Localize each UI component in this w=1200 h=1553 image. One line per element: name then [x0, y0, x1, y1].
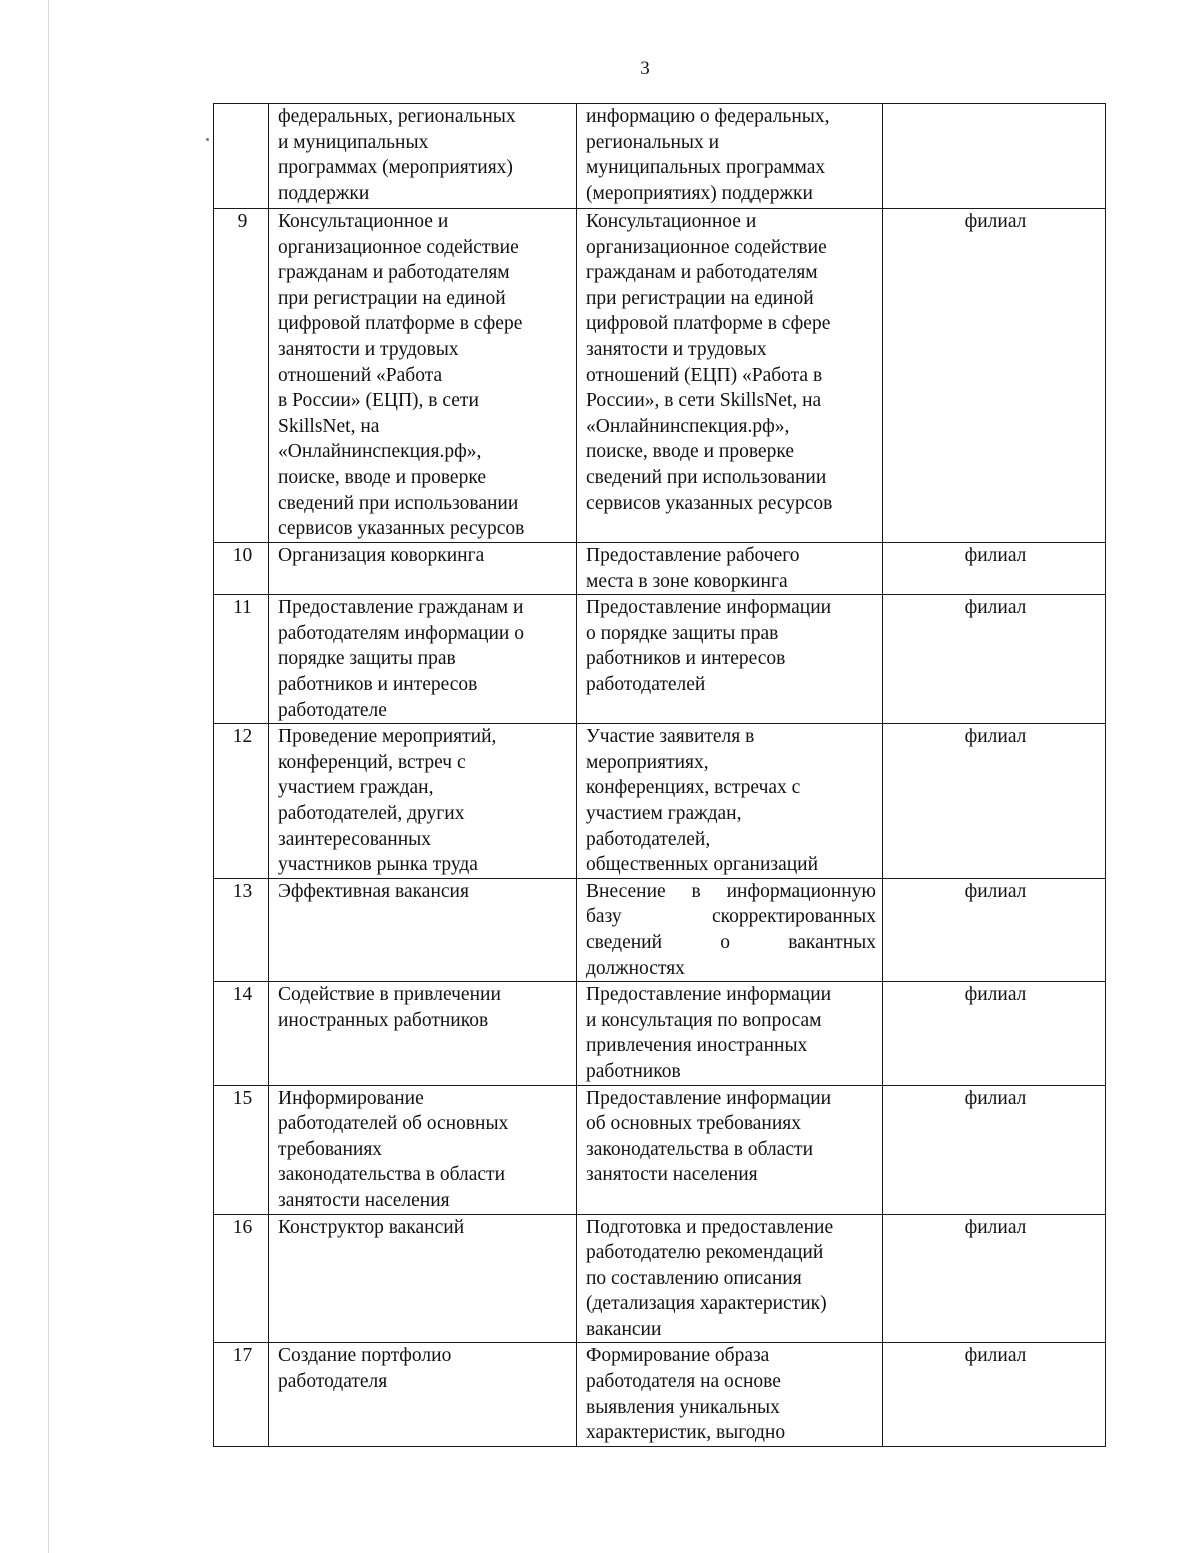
table-row [214, 595, 1106, 724]
row-number: 12 [214, 724, 269, 879]
service-result: Предоставление информации и консультация по вопросам привлечения иностранных работников [577, 982, 883, 1085]
service-name: Предоставление гражданам и работодателям информации о порядке защиты прав работников и интересов работодателе [269, 595, 577, 724]
service-place: филиал [883, 543, 1106, 595]
service-name: Создание портфолио работодателя [269, 1343, 577, 1446]
service-place [883, 104, 1106, 209]
row-number: 17 [214, 1343, 269, 1446]
row-number: 15 [214, 1085, 269, 1214]
service-place: филиал [883, 982, 1106, 1085]
service-name: Конструктор вакансий [269, 1214, 577, 1343]
service-result: Консультационное и организационное содействие гражданам и работодателям при регистрации на единой цифровой платформе в сфере занятости и трудовых отношений (ЕЦП) «Работа в России», в сети SkillsNet, на «Онлайнинспекция.рф», поиске, вводе и проверке сведений при использовании сервисов указанных ресурсов [577, 209, 883, 543]
service-place: филиал [883, 595, 1106, 724]
service-place: филиал [883, 1343, 1106, 1446]
service-result: Формирование образа работодателя на основе выявления уникальных характеристик, выгодно [577, 1343, 883, 1446]
service-result: информацию о федеральных, региональных и муниципальных программах (мероприятиях) поддержки [577, 104, 883, 209]
row-number: 16 [214, 1214, 269, 1343]
table-row [214, 878, 1106, 981]
service-place: филиал [883, 1214, 1106, 1343]
service-place: филиал [883, 1085, 1106, 1214]
service-result: Подготовка и предоставление работодателю рекомендаций по составлению описания (детализация характеристик) вакансии [577, 1214, 883, 1343]
service-name: Информирование работодателей об основных требованиях законодательства в области занятости населения [269, 1085, 577, 1214]
services-table [213, 103, 1106, 1447]
service-result: Внесение в информационную базу скорректированных сведений о вакантных должностях [577, 878, 883, 981]
service-name: Проведение мероприятий, конференций, встреч с участием граждан, работодателей, других заинтересованных участников рынка труда [269, 724, 577, 879]
service-place: филиал [883, 878, 1106, 981]
row-number: 10 [214, 543, 269, 595]
table-row [214, 1343, 1106, 1446]
service-result: Предоставление информации об основных требованиях законодательства в области занятости населения [577, 1085, 883, 1214]
service-name: Консультационное и организационное содействие гражданам и работодателям при регистрации на единой цифровой платформе в сфере занятости и трудовых отношений «Работа в России» (ЕЦП), в сети SkillsNet, на «Онлайнинспекция.рф», поиске, вводе и проверке сведений при использовании сервисов указанных ресурсов [269, 209, 577, 543]
table-row [214, 982, 1106, 1085]
scan-artifact-dot [206, 138, 209, 141]
service-name: Эффективная вакансия [269, 878, 577, 981]
table-row [214, 543, 1106, 595]
table-row [214, 1214, 1106, 1343]
service-name: федеральных, региональных и муниципальных программах (мероприятиях) поддержки [269, 104, 577, 209]
scan-artifact-line [48, 0, 49, 1553]
service-result: Предоставление рабочего места в зоне коворкинга [577, 543, 883, 595]
service-name: Организация коворкинга [269, 543, 577, 595]
service-name: Содействие в привлечении иностранных работников [269, 982, 577, 1085]
service-place: филиал [883, 209, 1106, 543]
row-number: 9 [214, 209, 269, 543]
service-result: Участие заявителя в мероприятиях, конференциях, встречах с участием граждан, работодателей, общественных организаций [577, 724, 883, 879]
row-number: 11 [214, 595, 269, 724]
service-place: филиал [883, 724, 1106, 879]
row-number [214, 104, 269, 209]
table-row [214, 104, 1106, 209]
row-number: 13 [214, 878, 269, 981]
row-number: 14 [214, 982, 269, 1085]
table-row [214, 209, 1106, 543]
table-row [214, 1085, 1106, 1214]
table-row [214, 724, 1106, 879]
service-result: Предоставление информации о порядке защиты прав работников и интересов работодателей [577, 595, 883, 724]
page-number: 3 [640, 58, 650, 79]
